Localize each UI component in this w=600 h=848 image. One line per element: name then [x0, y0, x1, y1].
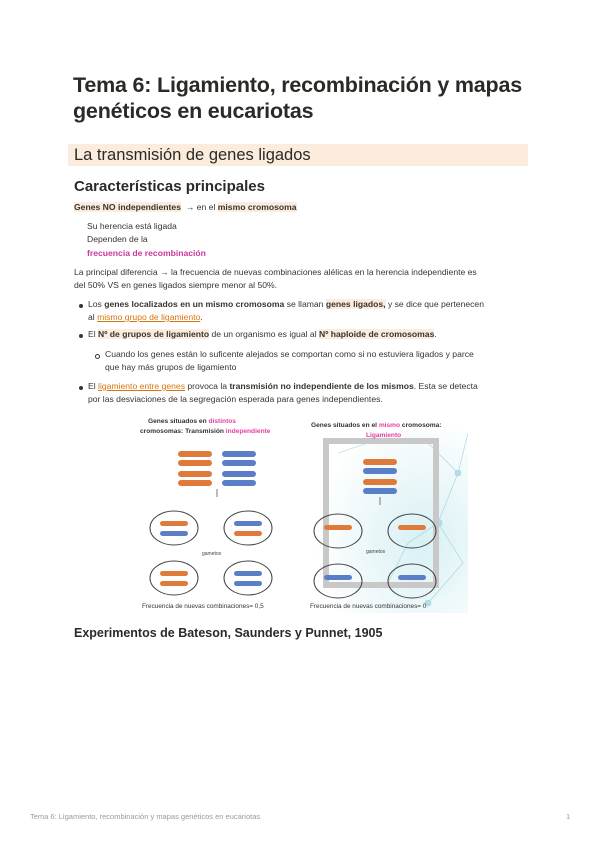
indent-line-1: Su herencia está ligada: [87, 221, 177, 231]
sub-bullet-line-2: que hay más grupos de ligamiento: [105, 362, 237, 372]
bullet-dot: [79, 304, 83, 308]
right-gametos-label: gametos: [366, 549, 386, 555]
footer-text: Tema 6: Ligamiento, recombinación y mapas genéticos en eucariotas: [30, 812, 261, 821]
bullet-3-line-2: por las desviaciones de la segregación esperada para genes independientes.: [88, 394, 383, 404]
left-title-2a: cromosomas: Transmisión: [140, 428, 224, 435]
left-gametos-label: gametos: [202, 551, 222, 557]
left-title-2b: independiente: [225, 428, 271, 435]
left-title-1a: Genes situados en: [148, 418, 207, 425]
indent-line-2: Dependen de la: [87, 234, 148, 244]
paragraph-line-1: La principal diferencia → la frecuencia de nuevas combinaciones alélicas en la herencia independiente es: [74, 267, 477, 277]
bullet-dot: [79, 386, 83, 390]
svg-text:Genes situados en distin: [148, 418, 236, 425]
genes-highlight: mismo cromosoma: [217, 202, 297, 212]
right-title-1a: Genes situados en el: [311, 422, 377, 429]
sub-bullet-dot: [95, 354, 100, 359]
svg-text:cromosomas: Transmisión: [140, 428, 271, 435]
subsection-heading: Experimentos de Bateson, Saunders y Punnet, 1905: [74, 626, 383, 640]
genes-arrow-text: → en el: [185, 202, 216, 212]
sub-bullet-line-1: Cuando los genes están lo suficente alejados se comportan como si no estuviera ligados y parce: [105, 349, 474, 359]
left-parent-chromosomes: [178, 451, 256, 497]
left-title-1b: distintos: [208, 418, 236, 425]
genes-term: Genes NO independientes: [74, 202, 181, 212]
link-grupo-ligamiento[interactable]: mismo grupo de ligamiento: [97, 312, 201, 322]
right-caption: Frecuencia de nuevas combinaciones= 0: [310, 603, 427, 610]
subheading: Características principales: [74, 178, 265, 195]
bullet-1-line-2: al mismo grupo de ligamiento.: [88, 312, 203, 322]
right-title-2: Ligamiento: [366, 432, 402, 439]
genes-line: [74, 201, 297, 214]
svg-text:Genes situados en el mis: [311, 422, 442, 429]
page-title: Tema 6: Ligamiento, recombinación y mapas genéticos en eucariotas: [73, 73, 523, 123]
bullet-2: El Nº de grupos de ligamiento de un organismo es igual al Nº haploide de cromosomas.: [88, 329, 437, 339]
indent-line-3: frecuencia de recombinación: [87, 248, 206, 258]
right-title-1c: cromosoma:: [401, 422, 442, 429]
genetics-figure: [138, 413, 468, 613]
bullet-dot: [79, 334, 83, 338]
left-caption: Frecuencia de nuevas combinaciones= 0,5: [142, 603, 264, 610]
paragraph-line-2: del 50% VS en genes ligados siempre menor al 50%.: [74, 280, 278, 290]
link-ligamiento-genes[interactable]: ligamiento entre genes: [98, 381, 185, 391]
right-title-1b: mismo: [378, 422, 401, 429]
section-heading: La transmisión de genes ligados: [74, 146, 311, 164]
page-number: 1: [566, 812, 571, 821]
bullet-3-line-1: El ligamiento entre genes provoca la transmisión no independiente de los mismos. Esta se detecta: [88, 381, 478, 391]
bullet-1-line-1: Los genes localizados en un mismo cromosoma se llaman genes ligados, y se dice que pertenecen: [88, 299, 484, 309]
